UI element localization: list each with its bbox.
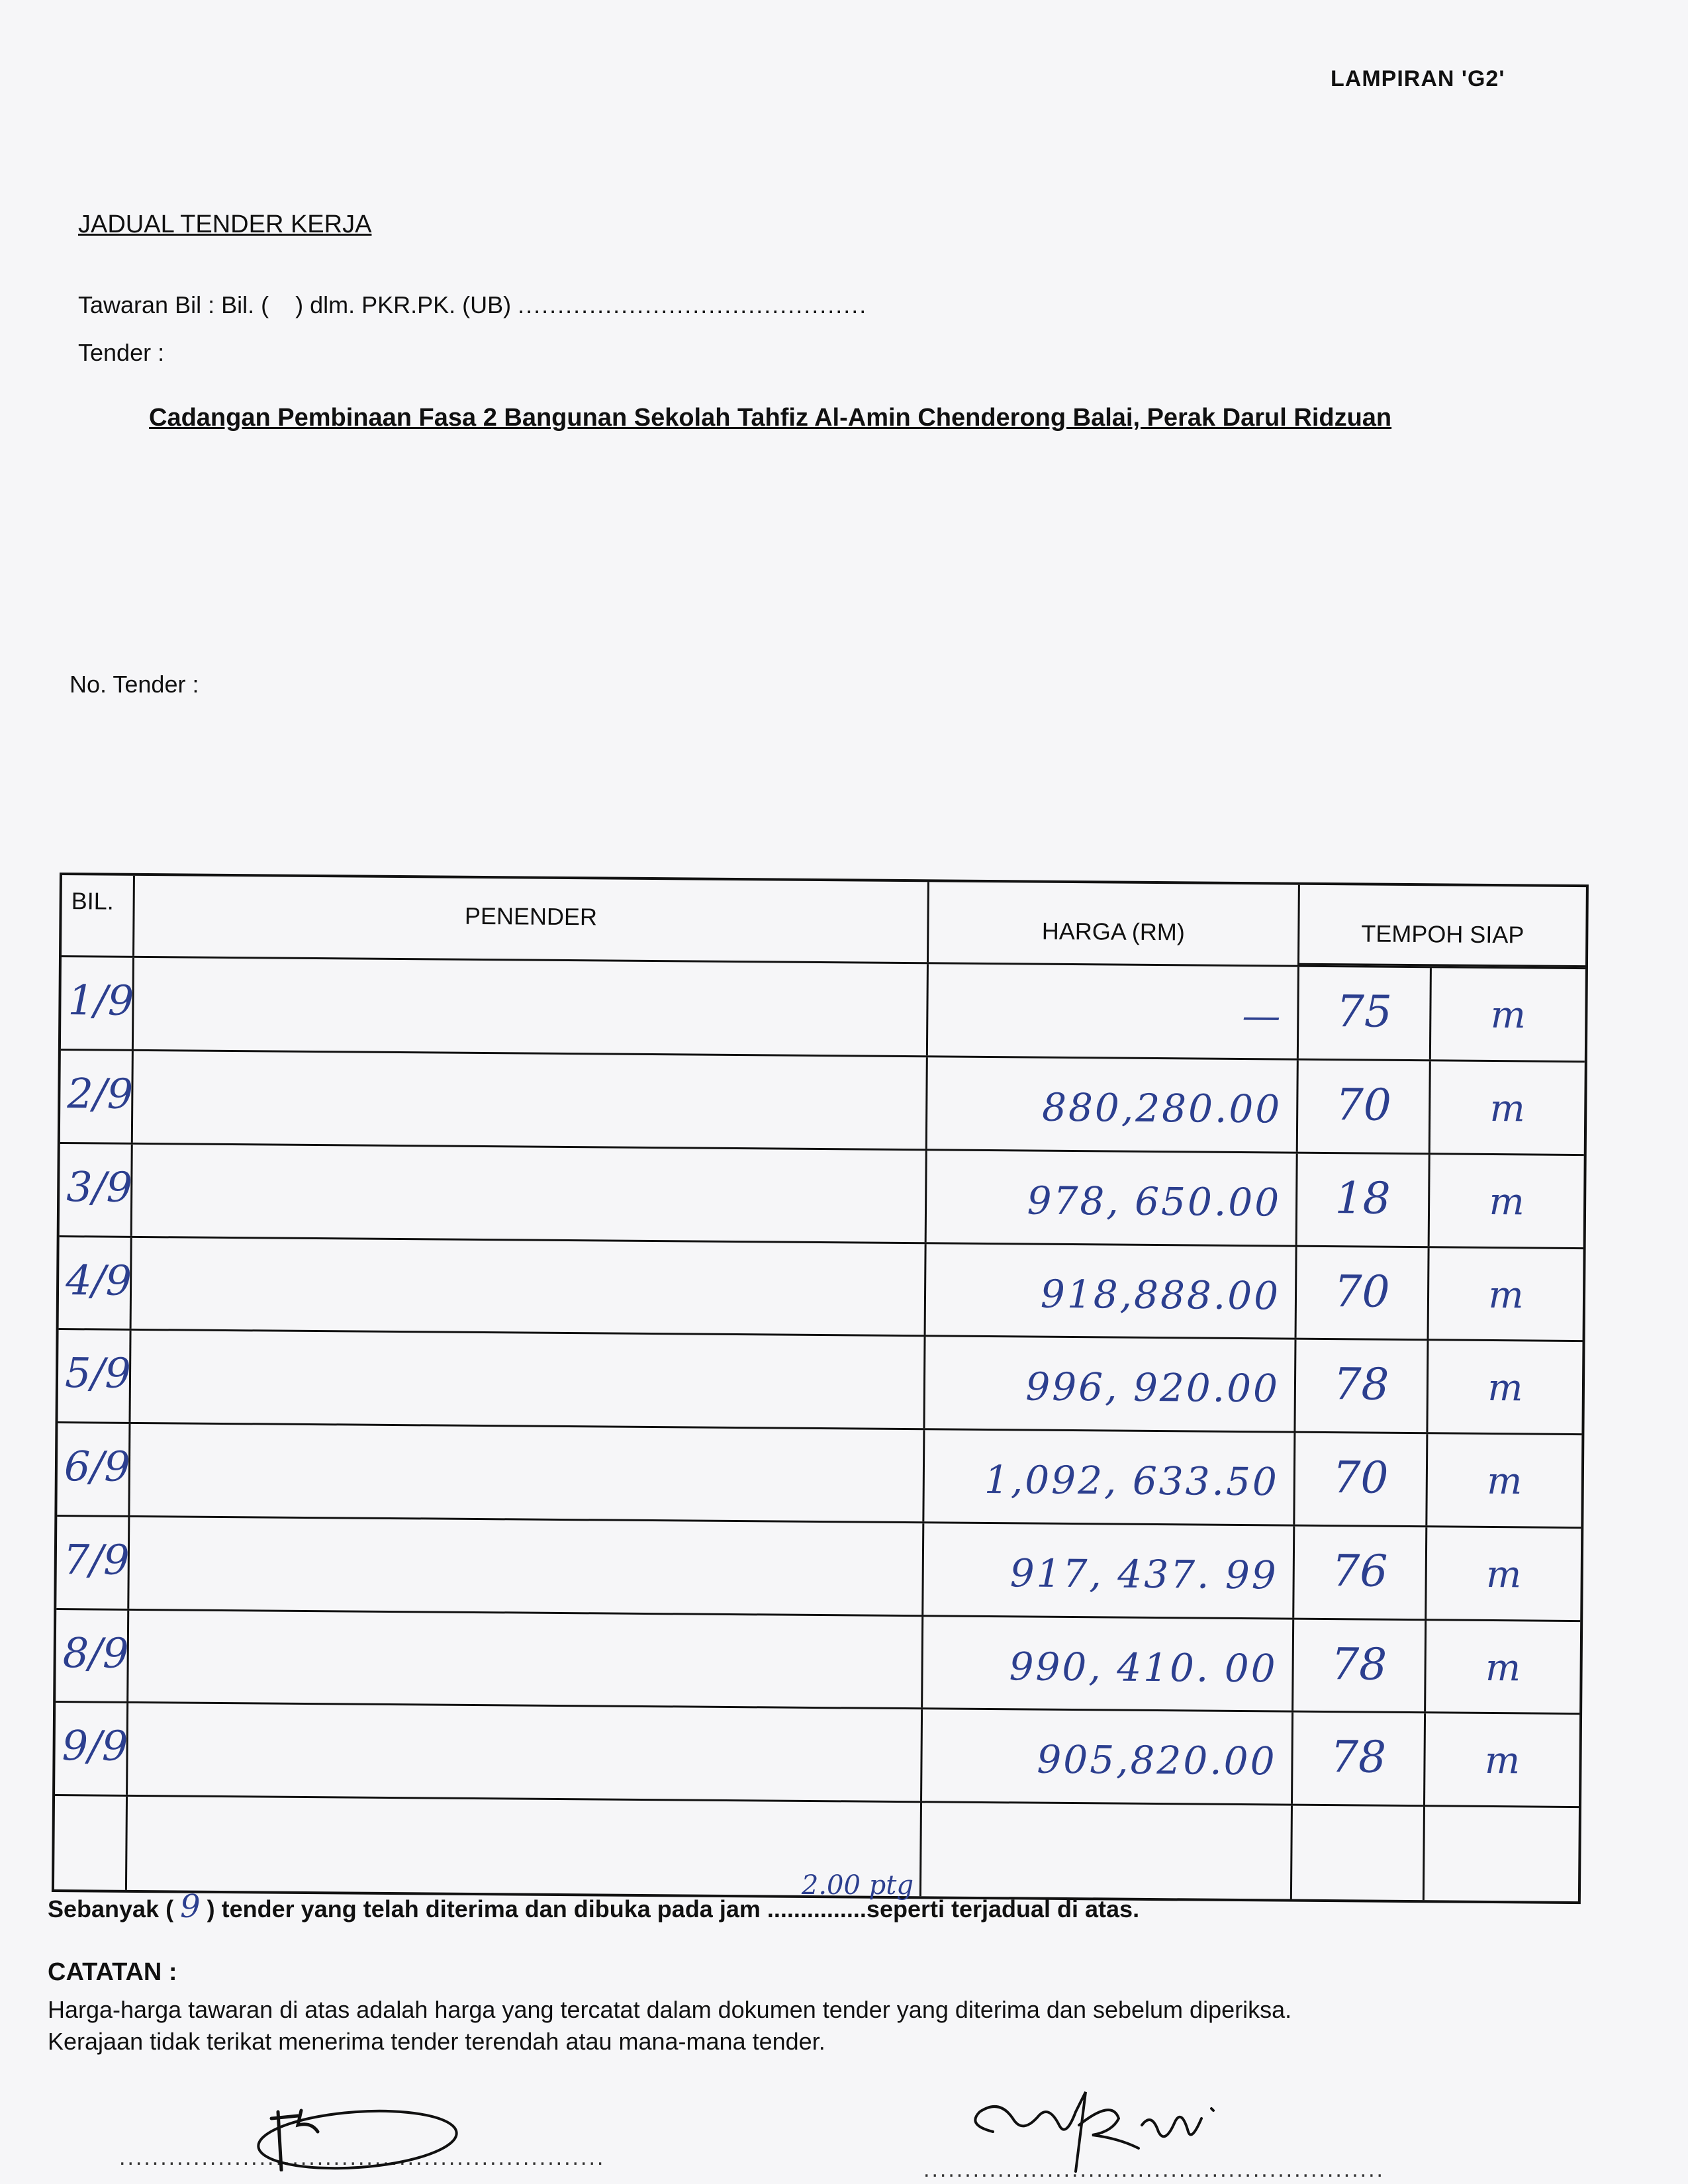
table-row: [56, 1517, 1581, 1622]
document-heading: JADUAL TENDER KERJA: [78, 211, 372, 238]
table-row: [56, 1610, 1580, 1715]
row-bil: 5/9: [64, 1349, 132, 1398]
table-row: [60, 1051, 1585, 1156]
signature-line-right: ........................................................: [923, 2157, 1385, 2182]
row-bil: 4/9: [65, 1255, 132, 1305]
row-period: 70: [1334, 1265, 1390, 1317]
row-penender: [130, 1424, 925, 1521]
row-bil: 9/9: [62, 1721, 128, 1771]
row-penender: [132, 1145, 927, 1242]
row-price: 918,888.00: [1040, 1271, 1281, 1319]
table-row: [57, 1423, 1581, 1529]
row-period: 18: [1335, 1172, 1391, 1224]
row-unit: m: [1490, 994, 1526, 1037]
row-period: 78: [1331, 1638, 1387, 1690]
summary-before: Sebanyak (: [48, 1895, 174, 1923]
row-unit: m: [1489, 1180, 1524, 1224]
offer-text: Tawaran Bil : Bil. ( ) dlm. PKR.PK. (UB): [78, 291, 512, 318]
row-price: 990, 410. 00: [1009, 1644, 1278, 1691]
row-penender: [132, 1238, 927, 1335]
row-unit: m: [1485, 1552, 1522, 1597]
summary-count: 9: [180, 1888, 201, 1925]
row-penender: [128, 1611, 923, 1708]
row-unit: m: [1487, 1366, 1523, 1410]
row-price: —: [1242, 993, 1283, 1039]
row-price: 917, 437. 99: [1009, 1550, 1278, 1598]
row-price: 978, 650.00: [1027, 1178, 1282, 1225]
offer-line: [78, 291, 867, 319]
note-body: Harga-harga tawaran di atas adalah harga yang tercatat dalam dokumen tender yang diterima dan sebelum diperiksa. Kerajaan tidak terikat menerima tender terendah atau mana-mana tender.: [48, 1996, 1292, 2055]
row-unit: m: [1488, 1273, 1524, 1317]
signature-line-left: ...........................................................: [119, 2145, 606, 2170]
header-penender: PENENDER: [134, 876, 929, 963]
row-period: 75: [1336, 986, 1393, 1038]
row-period: 70: [1333, 1452, 1389, 1503]
header-bil: BIL.: [62, 875, 135, 956]
row-price: 1,092, 633.50: [984, 1457, 1280, 1505]
row-penender: [129, 1517, 924, 1615]
project-title: Cadangan Pembinaan Fasa 2 Bangunan Sekolah Tahfiz Al-Amin Chenderong Balai, Perak Darul Ridzuan: [149, 404, 1392, 432]
row-period: 78: [1330, 1731, 1387, 1783]
row-unit: m: [1489, 1087, 1526, 1131]
row-penender: [134, 958, 929, 1055]
row-bil: 1/9: [68, 976, 134, 1025]
header-tempoh: TEMPOH SIAP: [1299, 885, 1586, 968]
table-row: [55, 1703, 1579, 1808]
row-penender: [130, 1331, 925, 1428]
row-price: 880,280.00: [1041, 1084, 1282, 1132]
note-title: CATATAN :: [48, 1958, 177, 1986]
row-period: 76: [1331, 1545, 1388, 1597]
row-bil: 8/9: [62, 1628, 129, 1678]
summary-time: 2.00 ptg: [801, 1870, 914, 1901]
row-price: 905,820.00: [1037, 1737, 1277, 1784]
header-harga: HARGA (RM): [929, 882, 1300, 965]
row-period: [1293, 1825, 1423, 1826]
row-unit: m: [1484, 1739, 1521, 1783]
row-bil: 2/9: [67, 1069, 134, 1119]
offer-dots: ............................................: [518, 291, 868, 318]
row-unit: m: [1487, 1460, 1523, 1503]
signature-right: [960, 2085, 1238, 2178]
table-row: [60, 1144, 1584, 1249]
table-row: [61, 957, 1585, 1063]
summary-middle: ) tender yang telah diterima dan dibuka pada jam: [207, 1895, 761, 1923]
summary-dots: ...............: [767, 1895, 867, 1923]
tender-number-label: No. Tender :: [70, 671, 199, 698]
tender-table: [52, 873, 1589, 1904]
row-penender: [128, 1703, 923, 1801]
row-bil: 3/9: [66, 1162, 133, 1211]
table-header: [62, 875, 1586, 969]
row-bil: 6/9: [64, 1442, 131, 1492]
row-bil: 7/9: [63, 1535, 130, 1584]
row-penender: [133, 1051, 928, 1149]
summary-time-field: [767, 1870, 914, 1923]
row-period: 70: [1335, 1079, 1392, 1131]
row-period: 78: [1333, 1358, 1389, 1411]
signature-left: [252, 2092, 463, 2171]
table-row: [58, 1330, 1582, 1435]
summary-after: seperti terjadual di atas.: [866, 1895, 1140, 1923]
row-unit: [1425, 1832, 1579, 1833]
summary-line: [48, 1870, 1140, 1925]
appendix-label: LAMPIRAN 'G2': [1331, 66, 1505, 91]
tender-label: Tender :: [78, 339, 165, 366]
row-price: 996, 920.00: [1025, 1364, 1280, 1411]
row-unit: m: [1485, 1646, 1521, 1690]
table-row: [59, 1237, 1583, 1343]
